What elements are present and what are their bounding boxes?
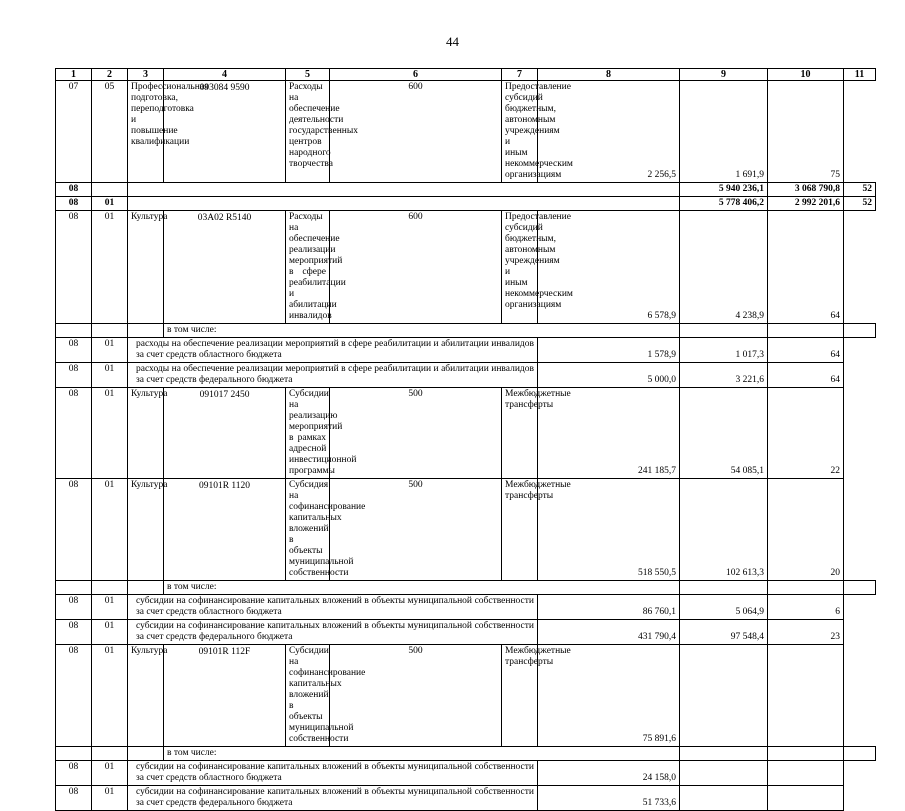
detail-description: субсидии на софинансирование капитальных вложений в объекты муниципальной собственности за счет средств областного бюджета — [128, 595, 538, 620]
section-code: 08 — [56, 595, 92, 620]
expense-type-code: 600 — [330, 81, 502, 183]
expense-type-code: 600 — [330, 211, 502, 324]
expense-type-code: 500 — [330, 645, 502, 747]
expense-type-name: Предоставление субсидий бюджетным, автономным учреждениям и иным некоммерческим организациям — [502, 211, 538, 324]
subsection-code: 01 — [92, 761, 128, 786]
amount-executed: 1 691,9 — [680, 81, 768, 183]
detail-description: субсидии на софинансирование капитальных вложений в объекты муниципальной собственности за счет средств федерального бюджета — [128, 620, 538, 645]
empty-cell — [128, 183, 680, 197]
header-cell: 4 — [164, 69, 286, 81]
empty-cell — [128, 581, 164, 595]
target-article-code: 09101R 112F — [164, 645, 286, 747]
section-code: 08 — [56, 479, 92, 581]
target-article-name: Субсидии на софинансирование капитальных вложений в объекты муниципальной собственности — [286, 645, 330, 747]
amount-planned: 51 733,6 — [538, 786, 680, 811]
expense-type-name: Предоставление субсидий бюджетным, автономным учреждениям и иным некоммерческим организациям — [502, 81, 538, 183]
empty-cell — [844, 324, 876, 338]
amount-planned: 241 185,7 — [538, 388, 680, 479]
table-row — [56, 595, 876, 620]
empty-cell — [128, 324, 164, 338]
target-article-name: Расходы на обеспечение деятельности государственных центров народного творчества — [286, 81, 330, 183]
empty-cell — [768, 581, 844, 595]
empty-cell — [768, 747, 844, 761]
table-row — [56, 479, 876, 581]
subsection-code: 01 — [92, 645, 128, 747]
execution-percent — [768, 786, 844, 811]
amount-executed: 4 238,9 — [680, 211, 768, 324]
section-code: 08 — [56, 761, 92, 786]
subsection-code: 01 — [92, 388, 128, 479]
amount-executed: 97 548,4 — [680, 620, 768, 645]
header-cell: 6 — [330, 69, 502, 81]
table-row — [56, 761, 876, 786]
amount-planned: 5 000,0 — [538, 363, 680, 388]
subsection-code: 01 — [92, 197, 128, 211]
execution-percent — [768, 761, 844, 786]
amount-executed: 3 221,6 — [680, 363, 768, 388]
amount-executed — [680, 645, 768, 747]
table-row — [56, 363, 876, 388]
subsection-code: 01 — [92, 211, 128, 324]
subsection-code: 01 — [92, 479, 128, 581]
amount-executed — [680, 761, 768, 786]
including-note: в том числе: — [164, 324, 680, 338]
execution-percent: 64 — [768, 211, 844, 324]
empty-cell — [92, 581, 128, 595]
amount-planned: 24 158,0 — [538, 761, 680, 786]
execution-percent: 64 — [768, 363, 844, 388]
amount-planned: 2 256,5 — [538, 81, 680, 183]
amount-executed: 1 017,3 — [680, 338, 768, 363]
header-row — [56, 69, 876, 81]
amount-executed: 102 613,3 — [680, 479, 768, 581]
detail-description: расходы на обеспечение реализации мероприятий в сфере реабилитации и абилитации инвалидов за счет средств областного бюджета — [128, 338, 538, 363]
including-note: в том числе: — [164, 747, 680, 761]
header-cell: 1 — [56, 69, 92, 81]
table-row — [56, 747, 876, 761]
expense-type-name: Межбюджетные трансферты — [502, 479, 538, 581]
empty-cell — [768, 324, 844, 338]
amount-executed: 3 068 790,8 — [768, 183, 844, 197]
budget-table — [55, 68, 876, 811]
detail-description: расходы на обеспечение реализации мероприятий в сфере реабилитации и абилитации инвалидов за счет средств федерального бюджета — [128, 363, 538, 388]
target-article-code: 091017 2450 — [164, 388, 286, 479]
including-note: в том числе: — [164, 581, 680, 595]
subsection-code: 01 — [92, 363, 128, 388]
table-row — [56, 338, 876, 363]
target-article-name: Расходы на обеспечение реализации мероприятий в сфере реабилитации и абилитации инвалидов — [286, 211, 330, 324]
header-cell: 3 — [128, 69, 164, 81]
empty-cell — [680, 747, 768, 761]
page-number: 44 — [446, 34, 459, 49]
amount-executed: 5 064,9 — [680, 595, 768, 620]
section-code: 08 — [56, 786, 92, 811]
table-row — [56, 645, 876, 747]
execution-percent — [768, 645, 844, 747]
execution-percent: 52 — [844, 197, 876, 211]
empty-cell — [128, 197, 680, 211]
empty-cell — [844, 581, 876, 595]
section-name: Культура — [128, 645, 164, 747]
subsection-code: 01 — [92, 786, 128, 811]
empty-cell — [92, 324, 128, 338]
execution-percent: 75 — [768, 81, 844, 183]
detail-description: субсидии на софинансирование капитальных вложений в объекты муниципальной собственности за счет средств федерального бюджета — [128, 786, 538, 811]
expense-type-code: 500 — [330, 479, 502, 581]
table-row — [56, 581, 876, 595]
target-article-name: Субсидии на реализацию мероприятий в рамках адресной инвестиционной программы — [286, 388, 330, 479]
target-article-code: 03А02 R5140 — [164, 211, 286, 324]
detail-description: субсидии на софинансирование капитальных вложений в объекты муниципальной собственности за счет средств областного бюджета — [128, 761, 538, 786]
header-cell: 10 — [768, 69, 844, 81]
amount-planned: 75 891,6 — [538, 645, 680, 747]
subsection-code — [92, 183, 128, 197]
section-code: 08 — [56, 645, 92, 747]
amount-planned: 5 940 236,1 — [680, 183, 768, 197]
execution-percent: 52 — [844, 183, 876, 197]
table-row — [56, 324, 876, 338]
empty-cell — [56, 324, 92, 338]
section-code: 08 — [56, 197, 92, 211]
header-cell: 7 — [502, 69, 538, 81]
amount-executed — [680, 786, 768, 811]
section-code: 07 — [56, 81, 92, 183]
section-name: Культура — [128, 211, 164, 324]
target-article-name: Субсидия на софинансирование капитальных вложений в объекты муниципальной собственности — [286, 479, 330, 581]
table-row — [56, 197, 876, 211]
table-row — [56, 183, 876, 197]
expense-type-name: Межбюджетные трансферты — [502, 388, 538, 479]
header-cell: 2 — [92, 69, 128, 81]
empty-cell — [680, 581, 768, 595]
table-row — [56, 388, 876, 479]
expense-type-code: 500 — [330, 388, 502, 479]
header-cell: 8 — [538, 69, 680, 81]
empty-cell — [56, 747, 92, 761]
subsection-code: 01 — [92, 620, 128, 645]
execution-percent: 22 — [768, 388, 844, 479]
table-row — [56, 620, 876, 645]
subsection-code: 01 — [92, 338, 128, 363]
section-code: 08 — [56, 363, 92, 388]
amount-planned: 86 760,1 — [538, 595, 680, 620]
table-row — [56, 786, 876, 811]
empty-cell — [92, 747, 128, 761]
section-code: 08 — [56, 183, 92, 197]
section-name: Культура — [128, 479, 164, 581]
amount-planned: 5 778 406,2 — [680, 197, 768, 211]
table-row — [56, 81, 876, 183]
target-article-code: 093084 9590 — [164, 81, 286, 183]
table-row — [56, 211, 876, 324]
amount-planned: 431 790,4 — [538, 620, 680, 645]
amount-executed: 2 992 201,6 — [768, 197, 844, 211]
empty-cell — [844, 747, 876, 761]
section-code: 08 — [56, 620, 92, 645]
section-code: 08 — [56, 338, 92, 363]
execution-percent: 23 — [768, 620, 844, 645]
subsection-code: 05 — [92, 81, 128, 183]
amount-planned: 1 578,9 — [538, 338, 680, 363]
empty-cell — [56, 581, 92, 595]
header-cell: 5 — [286, 69, 330, 81]
target-article-code: 09101R 1120 — [164, 479, 286, 581]
empty-cell — [680, 324, 768, 338]
section-name: Профессиональная подготовка, переподготовка и повышение квалификации — [128, 81, 164, 183]
empty-cell — [128, 747, 164, 761]
section-code: 08 — [56, 388, 92, 479]
header-cell: 9 — [680, 69, 768, 81]
execution-percent: 64 — [768, 338, 844, 363]
header-cell: 11 — [844, 69, 876, 81]
amount-planned: 518 550,5 — [538, 479, 680, 581]
amount-executed: 54 085,1 — [680, 388, 768, 479]
section-name: Культура — [128, 388, 164, 479]
section-code: 08 — [56, 211, 92, 324]
subsection-code: 01 — [92, 595, 128, 620]
expense-type-name: Межбюджетные трансферты — [502, 645, 538, 747]
amount-planned: 6 578,9 — [538, 211, 680, 324]
execution-percent: 6 — [768, 595, 844, 620]
execution-percent: 20 — [768, 479, 844, 581]
